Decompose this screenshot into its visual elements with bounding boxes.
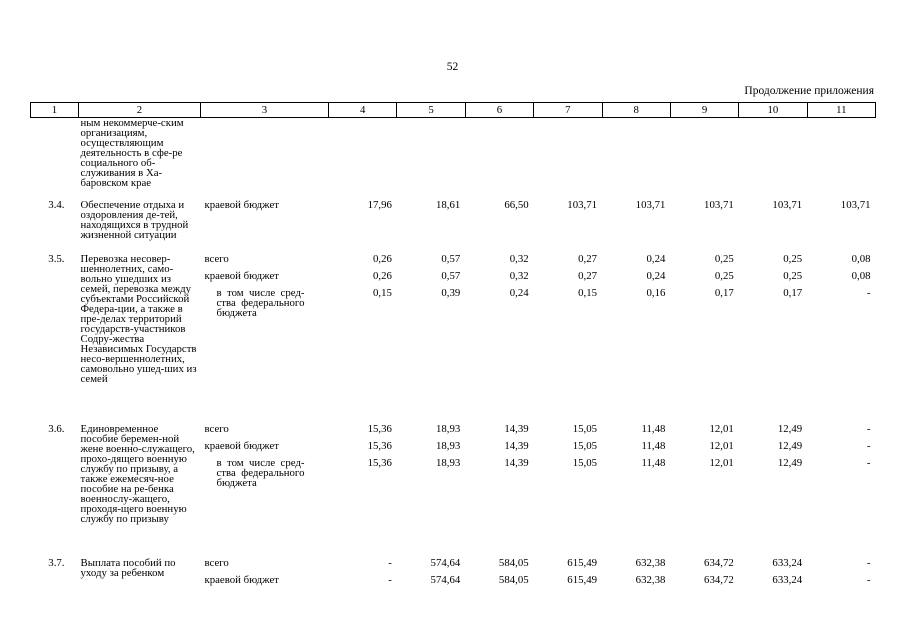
value: 103,71 xyxy=(567,198,597,211)
funding-source: краевой бюджет xyxy=(204,269,279,282)
value: 584,05 xyxy=(498,556,529,569)
value: 14,39 xyxy=(504,439,529,452)
value: 17,96 xyxy=(367,198,392,211)
appendix-table xyxy=(30,102,876,596)
value-cell-col-6 xyxy=(465,118,533,198)
value: 574,64 xyxy=(430,573,461,586)
value: - xyxy=(866,556,871,569)
column-header-2: 2 xyxy=(79,103,201,118)
value: 0,27 xyxy=(578,269,597,282)
row-name: Обеспечение отдыха и оздоровления де-тей, находящихся в трудной жизненной ситуации xyxy=(80,198,189,241)
value: 0,16 xyxy=(646,286,666,299)
funding-source-cell xyxy=(201,252,329,422)
row-name: Выплата пособий по уходу за ребенком xyxy=(80,556,176,579)
value-cell-col-4 xyxy=(329,556,397,596)
value-cell-col-7 xyxy=(534,422,602,556)
value-cell-col-10 xyxy=(739,198,807,252)
value-cell-col-11 xyxy=(807,252,875,422)
value-cell-col-11 xyxy=(807,198,875,252)
table-row xyxy=(31,198,876,252)
value-cell-col-9 xyxy=(670,556,738,596)
value: 12,01 xyxy=(709,439,734,452)
column-header-7: 7 xyxy=(534,103,602,118)
value: 0,24 xyxy=(646,269,666,282)
table-row xyxy=(31,118,876,198)
table-row xyxy=(31,556,876,596)
funding-source: всего xyxy=(204,252,229,265)
column-header-11: 11 xyxy=(807,103,875,118)
value: 0,24 xyxy=(509,286,529,299)
value-cell-col-11 xyxy=(807,556,875,596)
funding-source: краевой бюджет xyxy=(204,198,279,211)
value: 0,15 xyxy=(372,286,392,299)
column-header-10: 10 xyxy=(739,103,807,118)
row-name: Перевозка несовер-шеннолетних, само-вольно ушедших из семей, перевозка между субъектами Российской Федера-ции, а также в пре-делах территорий государств-участников Содру-жества Независимых Государств несо-вершеннолетних, самовольно ушед-ших из семей xyxy=(80,252,197,385)
funding-source-cell xyxy=(201,556,329,596)
value-cell-col-11 xyxy=(807,422,875,556)
value: - xyxy=(866,573,871,586)
value: - xyxy=(388,556,392,569)
column-header-1: 1 xyxy=(31,103,79,118)
value-cell-col-8 xyxy=(602,422,670,556)
value: 0,25 xyxy=(714,269,734,282)
value: 0,24 xyxy=(646,252,666,265)
value-cell-col-4 xyxy=(329,252,397,422)
row-name: ным некоммерче-ским организациям, осуществляющим деятельность в сфе-ре социального об-служивания в Ха-баровском крае xyxy=(80,117,184,189)
value-cell-col-5 xyxy=(397,118,465,198)
value: 14,39 xyxy=(504,456,529,469)
row-number: 3.5. xyxy=(48,252,65,265)
value: 0,57 xyxy=(441,269,461,282)
value-cell-col-7 xyxy=(534,252,602,422)
value: - xyxy=(866,286,871,299)
value-cell-col-7 xyxy=(534,118,602,198)
value: 0,26 xyxy=(372,269,392,282)
continuation-label: Продолжение приложения xyxy=(744,85,874,97)
value: 0,27 xyxy=(578,252,597,265)
value: 15,36 xyxy=(367,422,392,435)
page-number: 52 xyxy=(446,61,459,73)
value: - xyxy=(866,422,871,435)
value: - xyxy=(866,456,871,469)
value: 0,57 xyxy=(441,252,461,265)
value: 18,93 xyxy=(435,439,461,452)
row-number xyxy=(31,118,79,198)
value-cell-col-5 xyxy=(397,252,465,422)
value-cell-col-4 xyxy=(329,422,397,556)
value-cell-col-8 xyxy=(602,198,670,252)
value: 0,25 xyxy=(783,269,803,282)
value-cell-col-8 xyxy=(602,118,670,198)
value: 18,61 xyxy=(435,198,461,211)
value: 103,71 xyxy=(704,198,734,211)
funding-source-cell xyxy=(201,198,329,252)
value: 12,49 xyxy=(777,439,803,452)
value: 15,05 xyxy=(572,456,597,469)
value-cell-col-4 xyxy=(329,118,397,198)
value-cell-col-10 xyxy=(739,422,807,556)
value-cell-col-9 xyxy=(670,422,738,556)
table-row xyxy=(31,252,876,422)
value: 11,48 xyxy=(641,456,666,469)
value-cell-col-6 xyxy=(465,556,533,596)
value: 18,93 xyxy=(435,456,461,469)
value: 103,71 xyxy=(840,198,871,211)
value-cell-col-10 xyxy=(739,118,807,198)
row-number: 3.7. xyxy=(48,556,65,569)
value: 615,49 xyxy=(567,573,597,586)
funding-source-cell xyxy=(201,422,329,556)
column-header-5: 5 xyxy=(397,103,465,118)
value: 14,39 xyxy=(504,422,529,435)
value-cell-col-9 xyxy=(670,118,738,198)
value: 0,08 xyxy=(851,252,871,265)
value: 0,25 xyxy=(714,252,734,265)
value: 574,64 xyxy=(430,556,461,569)
value-cell-col-6 xyxy=(465,252,533,422)
value-cell-col-11 xyxy=(807,118,875,198)
value: 15,36 xyxy=(367,439,392,452)
value: 634,72 xyxy=(704,556,734,569)
value-cell-col-5 xyxy=(397,422,465,556)
value-cell-col-8 xyxy=(602,556,670,596)
value: 12,49 xyxy=(777,422,803,435)
value: 0,32 xyxy=(509,252,529,265)
row-name: Единовременное пособие беремен-ной жене военно-служащего, прохо-дящего военную службу по призыву, а также ежемесяч-ное пособие на ре-бенка военнослу-жащего, проходя-щего военную службу по призыву xyxy=(80,422,195,525)
value: 615,49 xyxy=(567,556,597,569)
value-cell-col-5 xyxy=(397,556,465,596)
value: - xyxy=(866,439,871,452)
value-cell-col-9 xyxy=(670,252,738,422)
funding-source-cell xyxy=(201,118,329,198)
value-cell-col-7 xyxy=(534,556,602,596)
value-cell-col-9 xyxy=(670,198,738,252)
column-header-9: 9 xyxy=(670,103,738,118)
funding-source: всего xyxy=(204,556,229,569)
value-cell-col-10 xyxy=(739,252,807,422)
table-row xyxy=(31,422,876,556)
value: 15,05 xyxy=(572,422,597,435)
value: 66,50 xyxy=(504,198,529,211)
column-header-6: 6 xyxy=(465,103,533,118)
funding-source: краевой бюджет xyxy=(204,573,279,586)
value: 633,24 xyxy=(772,556,803,569)
value-cell-col-6 xyxy=(465,422,533,556)
value: 632,38 xyxy=(635,556,666,569)
header-row xyxy=(31,103,876,118)
value: 12,01 xyxy=(709,456,734,469)
funding-source: краевой бюджет xyxy=(204,439,279,452)
value: 103,71 xyxy=(635,198,666,211)
value: 18,93 xyxy=(435,422,461,435)
value-cell-col-5 xyxy=(397,198,465,252)
value: 0,25 xyxy=(783,252,803,265)
value: 11,48 xyxy=(641,439,666,452)
value: 0,17 xyxy=(783,286,803,299)
funding-source: всего xyxy=(204,422,229,435)
funding-source: в том числе сред-ства федерального бюджета xyxy=(216,286,305,319)
column-header-4: 4 xyxy=(329,103,397,118)
row-number: 3.4. xyxy=(48,198,65,211)
value: 632,38 xyxy=(635,573,666,586)
value: 0,32 xyxy=(509,269,529,282)
value-cell-col-4 xyxy=(329,198,397,252)
value-cell-col-10 xyxy=(739,556,807,596)
value: 0,08 xyxy=(851,269,871,282)
value: 633,24 xyxy=(772,573,803,586)
value-cell-col-7 xyxy=(534,198,602,252)
column-header-8: 8 xyxy=(602,103,670,118)
value: 0,39 xyxy=(441,286,461,299)
value: 634,72 xyxy=(704,573,734,586)
value: 0,15 xyxy=(578,286,597,299)
value: 15,05 xyxy=(572,439,597,452)
row-number: 3.6. xyxy=(48,422,65,435)
value-cell-col-6 xyxy=(465,198,533,252)
value: 103,71 xyxy=(772,198,803,211)
value: - xyxy=(388,573,392,586)
column-header-3: 3 xyxy=(201,103,329,118)
funding-source: в том числе сред-ства федерального бюджета xyxy=(216,456,305,489)
value: 0,17 xyxy=(714,286,734,299)
value: 11,48 xyxy=(641,422,666,435)
value-cell-col-8 xyxy=(602,252,670,422)
value: 15,36 xyxy=(367,456,392,469)
value: 12,01 xyxy=(709,422,734,435)
value: 12,49 xyxy=(777,456,803,469)
value: 0,26 xyxy=(372,252,392,265)
value: 584,05 xyxy=(498,573,529,586)
